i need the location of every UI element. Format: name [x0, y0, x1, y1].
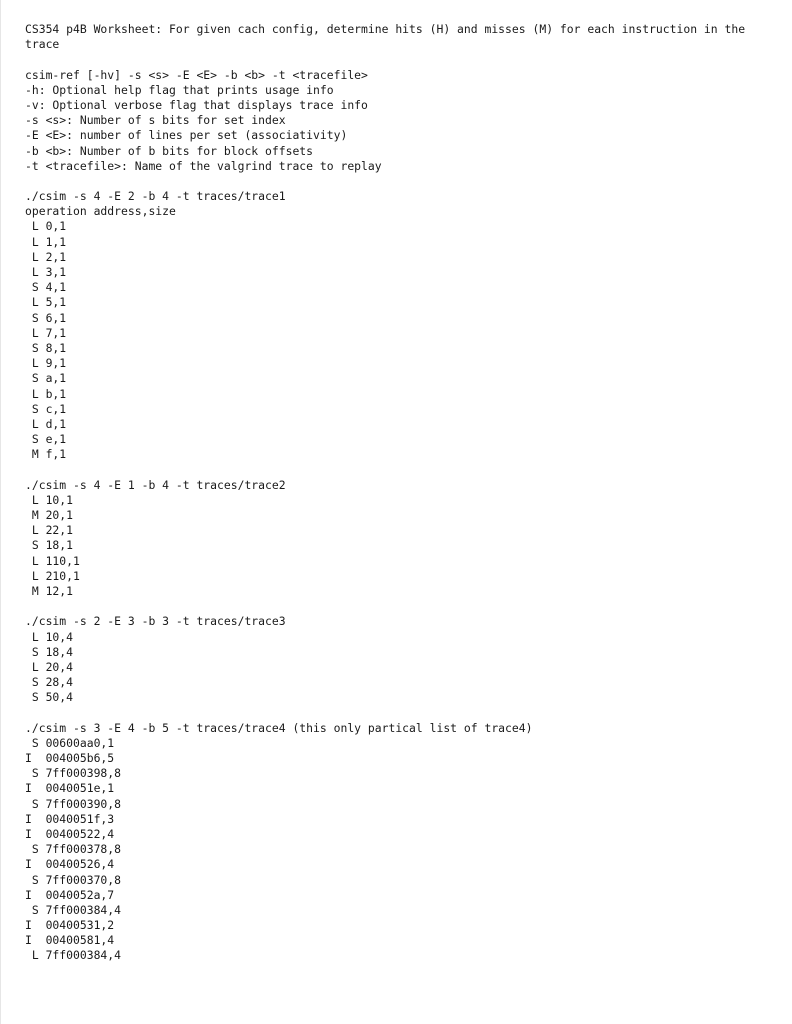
trace-instruction: S 7ff000390,8	[25, 796, 122, 811]
trace-instruction: L 0,1	[25, 219, 67, 234]
worksheet-content	[25, 22, 777, 964]
trace-instruction: L 20,4	[25, 659, 74, 674]
usage-line: -E <E>: number of lines per set (associativity)	[25, 128, 348, 143]
trace-instruction: S 6,1	[25, 310, 67, 325]
trace1-header: operation address,size	[25, 204, 176, 219]
trace-instruction: S 18,4	[25, 644, 74, 659]
trace2-command: ./csim -s 4 -E 1 -b 4 -t traces/trace2	[25, 477, 286, 492]
trace-instruction: L 5,1	[25, 295, 67, 310]
trace-instruction: S c,1	[25, 401, 67, 416]
trace-instruction: I 0040051f,3	[25, 811, 115, 826]
trace3-lines	[25, 630, 777, 706]
usage-line: -s <s>: Number of s bits for set index	[25, 113, 286, 128]
trace-instruction: M 12,1	[25, 583, 74, 598]
trace-instruction: L 110,1	[25, 553, 80, 568]
trace-instruction: S 7ff000384,4	[25, 902, 122, 917]
trace3-command: ./csim -s 2 -E 3 -b 3 -t traces/trace3	[25, 614, 286, 629]
trace1-lines	[25, 219, 777, 462]
trace-instruction: L 22,1	[25, 523, 74, 538]
trace-instruction: I 0040052a,7	[25, 887, 115, 902]
worksheet-title: CS354 p4B Worksheet: For given cach config, determine hits (H) and misses (M) for each instruction in the trace	[25, 22, 746, 52]
trace-instruction: L 10,4	[25, 629, 74, 644]
trace-instruction: L b,1	[25, 386, 67, 401]
usage-block	[25, 68, 777, 174]
usage-line: csim-ref [-hv] -s <s> -E <E> -b <b> -t <tracefile>	[25, 67, 368, 82]
trace-instruction: S 7ff000398,8	[25, 766, 122, 781]
trace4-command: ./csim -s 3 -E 4 -b 5 -t traces/trace4 (this only partical list of trace4)	[25, 720, 533, 735]
trace-instruction: L 3,1	[25, 265, 67, 280]
trace-instruction: S a,1	[25, 371, 67, 386]
trace3-block	[25, 614, 777, 705]
trace-instruction: I 0040051e,1	[25, 781, 115, 796]
trace-instruction: L 10,1	[25, 492, 74, 507]
trace-instruction: I 004005b6,5	[25, 751, 115, 766]
trace-instruction: L 9,1	[25, 356, 67, 371]
trace-instruction: S 18,1	[25, 538, 74, 553]
trace1-command: ./csim -s 4 -E 2 -b 4 -t traces/trace1	[25, 189, 286, 204]
trace-instruction: S 28,4	[25, 675, 74, 690]
usage-line: -b <b>: Number of b bits for block offsets	[25, 143, 314, 158]
trace-instruction: L 7ff000384,4	[25, 948, 122, 963]
trace-instruction: I 00400581,4	[25, 933, 115, 948]
trace-instruction: L 1,1	[25, 234, 67, 249]
trace-instruction: L 7,1	[25, 325, 67, 340]
trace-instruction: S 7ff000370,8	[25, 872, 122, 887]
trace2-lines	[25, 493, 777, 599]
usage-line: -v: Optional verbose flag that displays trace info	[25, 97, 368, 112]
trace-instruction: S 50,4	[25, 690, 74, 705]
trace1-block	[25, 189, 777, 462]
trace-instruction: M 20,1	[25, 508, 74, 523]
trace-instruction: L 2,1	[25, 249, 67, 264]
trace4-lines	[25, 736, 777, 964]
trace-instruction: S e,1	[25, 432, 67, 447]
trace-instruction: S 4,1	[25, 280, 67, 295]
trace-instruction: L d,1	[25, 416, 67, 431]
trace-instruction: I 00400522,4	[25, 826, 115, 841]
trace4-block	[25, 721, 777, 964]
trace-instruction: S 00600aa0,1	[25, 735, 115, 750]
trace-instruction: S 8,1	[25, 340, 67, 355]
trace-instruction: M f,1	[25, 447, 67, 462]
usage-line: -h: Optional help flag that prints usage info	[25, 82, 334, 97]
trace-instruction: I 00400526,4	[25, 857, 115, 872]
usage-line: -t <tracefile>: Name of the valgrind trace to replay	[25, 158, 382, 173]
trace2-block	[25, 478, 777, 600]
trace-instruction: L 210,1	[25, 568, 80, 583]
trace-instruction: I 00400531,2	[25, 918, 115, 933]
trace-instruction: S 7ff000378,8	[25, 842, 122, 857]
